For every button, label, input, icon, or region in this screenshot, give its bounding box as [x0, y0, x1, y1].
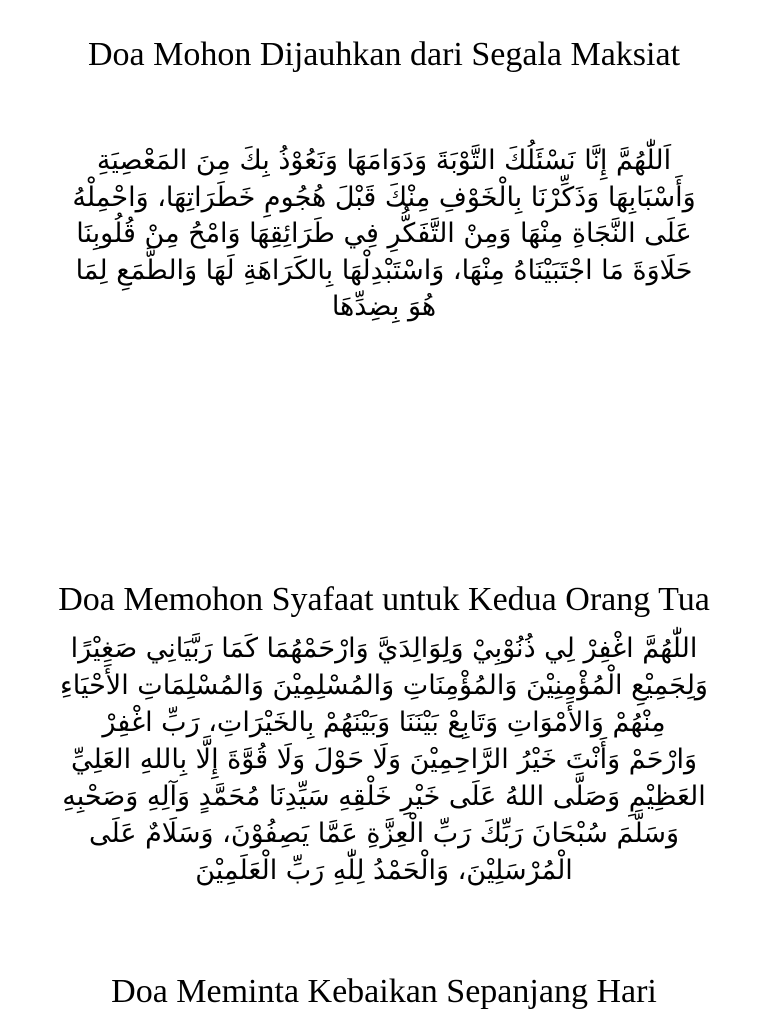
section-heading-kebaikan: Doa Meminta Kebaikan Sepanjang Hari [111, 973, 657, 1010]
arabic-line: وَسَلَّمَ سُبْحَانَ رَبِّكَ رَبِّ الْعِزَّةِ عَمَّا يَصِفُوْنَ، وَسَلَامٌ عَلَى [88, 818, 680, 849]
arabic-line: حَلَاوَةَ مَا اجْتَبَيْنَاهُ مِنْهَا، وَاسْتَبْدِلْهَا بِالكَرَاهَةِ لَهَا وَالطَّمَعِ لِمَا [75, 254, 693, 286]
arabic-line: العَظِيْمِ وَصَلَّى اللهُ عَلَى خَيْرِ خَلْقِهِ سَيِّدِنَا مُحَمَّدٍ وَآلِهِ وَصَحْبِهِ [62, 781, 706, 812]
arabic-line: عَلَى النَّجَاةِ مِنْهَا وَمِنْ التَّفَكُّرِ فِي طَرَائِقِهَا وَامْحُ مِنْ قُلُوبِنَا [76, 218, 692, 249]
arabic-line: اَللّٰهُمَّ إِنَّا نَسْئَلُكَ التَّوْبَةَ وَدَوَامَهَا وَنَعُوْذُ بِكَ مِنَ المَعْصِيَةِ [96, 145, 672, 176]
arabic-line: هُوَ بِضِدِّهَا [331, 291, 437, 322]
arabic-line: وَارْحَمْ وَأَنْتَ خَيْرُ الرَّاحِمِيْنَ وَلَا حَوْلَ وَلَا قُوَّةَ إِلَّا بِاللهِ العَلِيِّ [70, 744, 698, 775]
arabic-prayer-maksiat [36, 143, 732, 326]
section-heading-orang-tua: Doa Memohon Syafaat untuk Kedua Orang Tua [58, 581, 710, 618]
arabic-line: اللّٰهُمَّ اغْفِرْ لِي ذُنُوْبِيْ وَلِوَالِدَيَّ وَارْحَمْهُمَا كَمَا رَبَّيَانِي صَغِيْرًا [70, 633, 698, 664]
arabic-line: وَأَسْبَابِهَا وَذَكِّرْنَا بِالْخَوْفِ مِنْكَ قَبْلَ هُجُومِ خَطَرَاتِهَا، وَاحْمِلْهُ [72, 181, 696, 213]
arabic-line: مِنْهُمْ وَالأَمْوَاتِ وَتَابِعْ بَيْنَنَا وَبَيْنَهُمْ بِالخَيْرَاتِ، رَبِّ اغْفِرْ [102, 707, 666, 738]
section-heading-maksiat: Doa Mohon Dijauhkan dari Segala Maksiat [87, 36, 681, 73]
arabic-line: وَلِجَمِيْعِ الْمُؤْمِنِيْنَ وَالمُؤْمِنَاتِ وَالمُسْلِمِيْنَ وَالمُسْلِمَاتِ الأَحْيَاءِ [60, 670, 708, 701]
arabic-prayer-orang-tua [36, 630, 732, 889]
arabic-line: الْمُرْسَلِيْنَ، وَالْحَمْدُ لِلّٰهِ رَبِّ الْعَلَمِيْنَ [195, 855, 573, 886]
